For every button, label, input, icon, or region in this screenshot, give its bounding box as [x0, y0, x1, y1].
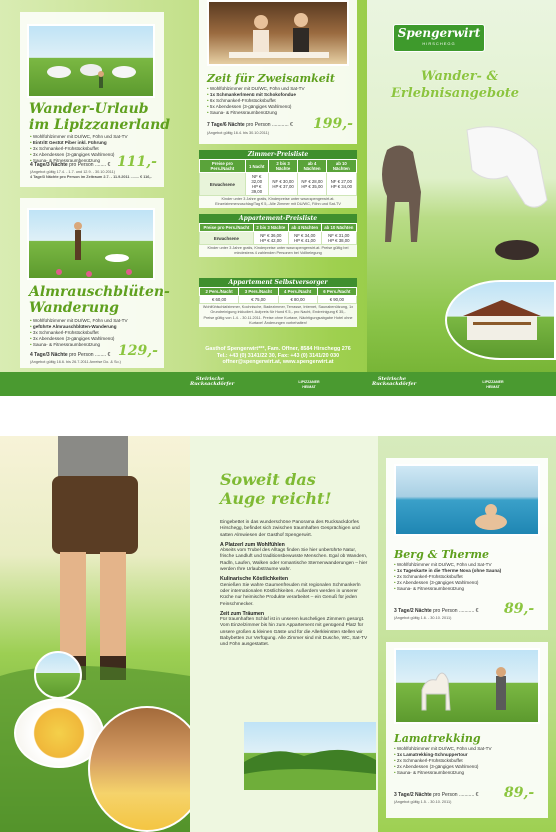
- table-price-cell: NF € 32,00 HP € 39,00: [245, 173, 268, 196]
- lipizzaner-title-line1: Wander-Urlaub: [29, 101, 149, 117]
- almrausch-title-line1: Almrauschblüten-: [29, 284, 170, 300]
- lamatrekking-feature-item: • 2x Schmankerl-Frühstücksbuffet: [394, 758, 544, 764]
- intro-section-heading: Zeit zum Träumen: [220, 610, 265, 617]
- lamatrekking-note: (Angebot gültig 1.5. - 30.10. 2011): [394, 800, 452, 804]
- zimmer-table-note: Kinder unter 3 Jahre gratis, Kinderpreise unter www.spengerwirt.at. Einzelzimmerzuschlag/Tag € 5,- Alle Zimmer mit DU/WC, Föhn und Sat-TV: [215, 197, 341, 206]
- selbstversorger-note: Wohlfühlschlafzimmer, Kochnische, Badezimmer, Terrasse, Internet, Saunabenützung, 1x Grundreinigung inkludiert. Aufpreis für Hund € 5,- pro Nacht, Endreinigung € 35,-: [202, 305, 354, 314]
- intro-section-text: Genießen Sie wahre Gaumenfreuden mit regionalen Schmankerln oder internationalen Köstlichkeiten. Außerdem werden in unserer Küche nur heimische Produkte verarbeitet – ein Genuß für jeden Feinschmecker.: [220, 582, 361, 607]
- table-header-cell: Preise pro Pers./Nacht: [200, 160, 246, 173]
- lipizzaner-per-person: pro Person ........ €: [69, 162, 111, 168]
- table-price-cell: € 75,00: [239, 296, 278, 304]
- table-header-cell: Preise pro Pers./Nacht: [200, 224, 254, 232]
- zimmer-table: [199, 159, 357, 196]
- table-price-cell: NF € 28,00 HP € 35,00: [298, 173, 326, 196]
- berg-therme-nights: 3 Tage/2 Nächte: [394, 608, 432, 614]
- appartement-table: [199, 223, 357, 245]
- lamatrekking-nights: 3 Tage/2 Nächte: [394, 792, 432, 798]
- selbstversorger-table: [199, 278, 357, 327]
- intro-panel: [198, 436, 378, 832]
- zweisamkeit-feature-item: • 6x Schmankerl-Frühstücksbuffet: [207, 98, 357, 104]
- brand-name: Spengerwirt: [397, 26, 481, 40]
- intro-title-line1: Soweit das: [220, 470, 316, 489]
- berg-therme-title: Berg & Therme: [394, 548, 489, 561]
- rucksack-badge-2: Steirische Rucksackdörfer: [372, 376, 417, 387]
- cover-title-line1: Wander- &: [421, 69, 499, 84]
- lipizzaner-photo: [27, 24, 155, 98]
- intro-title-line2: Auge reicht!: [220, 489, 332, 508]
- lipizzaner-nights: 4 Tage/3 Nächte: [30, 162, 68, 168]
- berg-therme-note: (Angebot gültig 1.6. - 30.10. 2011): [394, 616, 452, 620]
- table-header-cell: 1 Nacht: [245, 160, 268, 173]
- almrausch-feature-item: • 3x Schmankerl-Frühstücksbuffet: [30, 330, 160, 336]
- lipizzaner-feature-item: • Wohlfühlzimmer mit DU/WC, Föhn und Sat-TV: [30, 134, 160, 140]
- table-row-label: Erwachsene: [200, 232, 254, 245]
- table-header-cell: 4 Pers./Nacht: [278, 288, 317, 296]
- berg_therme-feature-item: • 2x Abendessen (3-gängiges Wahlmenü): [394, 580, 544, 586]
- selbstversorger-title: Appartement Selbstversorger: [199, 278, 357, 287]
- table-header-cell: ab 4 Nächten: [298, 160, 326, 173]
- berg-therme-offer-row: [394, 608, 478, 614]
- lamatrekking-feature-list: [394, 746, 544, 776]
- lipizzaner-title-line2: im Lipizzanerland: [29, 117, 171, 133]
- table-price-cell: NF € 36,00 HP € 42,00: [253, 232, 288, 245]
- almrausch-per-person: pro Person ........ €: [69, 352, 111, 358]
- contact-address: Gasthof Spengerwirt***, Fam. Offner, 8584 Hirschegg 276: [205, 346, 351, 352]
- table-header-cell: ab 10 Nächten: [326, 160, 356, 173]
- zweisamkeit-nights: 7 Tage/6 Nächte: [207, 122, 245, 128]
- intro-title: [220, 470, 331, 508]
- hotel-photo: [445, 280, 556, 360]
- zweisamkeit-title: Zeit für Zweisamkeit: [207, 72, 335, 85]
- footer-strip: [0, 372, 556, 396]
- intro-section-heading: A Platzerl zum Wohlfühlen: [220, 541, 285, 548]
- brand-tagline: HIRSCHEGG: [422, 41, 456, 46]
- table-header-cell: 3 Pers./Nacht: [239, 288, 278, 296]
- intro-lead: Eingebettet in das wunderschöne Panorama des Rucksackdorfes Hirschegg, befindet sich zwischen traumhaften Gesprächigen und satten Almwiesen der Gasthof Spengerwirt.: [220, 520, 360, 538]
- table-header-cell: ab 4 Nächten: [288, 224, 321, 232]
- table-price-cell: NF € 34,00 HP € 41,00: [288, 232, 321, 245]
- table-header-cell: ab 10 Nächten: [321, 224, 356, 232]
- brand-logo: [393, 24, 485, 52]
- lamatrekking-feature-item: • 1x Lamatrekking-Schnuppertour: [394, 752, 544, 758]
- lipizzaner-title: [29, 101, 170, 133]
- lama-photo: [394, 648, 540, 724]
- almrausch-feature-item: • geführte Almrauschblüten-Wanderung: [30, 324, 160, 330]
- cover-title-line2: Erlebnisangebote: [391, 86, 520, 101]
- almrausch-title: [29, 284, 170, 316]
- lipizzaner-feature-item: • Sauna- & Fitnessraumbenützung: [30, 158, 160, 164]
- cover-title: [391, 68, 519, 102]
- intro-section-text: Für traumhaften Schlaf ist in unseren kuscheligen Zimmern gesorgt. Vom Einzelzimmer bis hin zum Appartement mit genügend Platz für unsere großen & kleinen Gäste und für die Allerkleinsten stellen wir Babybetten zur Verfügung. Alle Zimmer sind mit Dusche, WC, Sat-TV und Föhn ausgestattet.: [220, 617, 368, 648]
- region-badge-2: LIPIZZANER HEIMAT: [482, 380, 504, 389]
- dining-couple-photo: [207, 0, 349, 66]
- lamatrekking-feature-item: • Wohlfühlzimmer mit DU/WC, Föhn und Sat-TV: [394, 746, 544, 752]
- region-badge-1: LIPIZZANER HEIMAT: [298, 380, 320, 389]
- berg-therme-per-person: pro Person ........... €: [433, 608, 479, 614]
- appartement-table-title: Appartement-Preisliste: [199, 214, 357, 223]
- contact-phone: Tel.: +43 (0) 3141/22 30, Fax: +43 (0) 3141/20 030: [216, 352, 340, 359]
- selbstversorger-note2: Preise gültig von 1.4. - 30.11.2011. Preise ohne Kurtaxe, Nächtigungsabgabe Hotel ohne Kurtaxe! Änderungen vorbehalten!: [203, 316, 353, 325]
- cover-panel: [367, 0, 556, 396]
- lamatrekking-feature-item: • Sauna- & Fitnessraumbenützung: [394, 770, 544, 776]
- almrausch-feature-item: • Sauna- & Fitnessraumbenützung: [30, 342, 160, 348]
- table-price-cell: € 90,00: [317, 296, 356, 304]
- lipizzaner-note1: (Angebot gültig 17.4. - 1.7. und 12.9. - 30.10.2011): [30, 170, 115, 174]
- lipizzaner-feature-item: • Eintritt Gestüt Piber inkl. Führung: [30, 140, 160, 146]
- zweisamkeit-feature-item: • Sauna- & Fitnessraumbenützung: [207, 110, 357, 116]
- intro-text: [220, 520, 370, 649]
- child-photo: [34, 651, 82, 699]
- brochure-inner-sheet: [0, 436, 556, 832]
- contact-email-web: offner@spengerwirt.at, www.spengerwirt.at: [222, 359, 334, 366]
- table-price-cell: € 80,00: [278, 296, 317, 304]
- lamatrekking-per-person: pro Person ........... €: [433, 792, 479, 798]
- zweisamkeit-per-person: pro Person ............ €: [246, 122, 293, 128]
- zimmer-table-title: Zimmer-Preisliste: [199, 150, 357, 159]
- selbstversorger-grid: [199, 287, 357, 304]
- intro-section-heading: Kulinarische Köstlichkeiten: [220, 576, 289, 583]
- left-panel: [0, 0, 184, 396]
- appartement-price-table: [199, 214, 357, 257]
- zweisamkeit-note: (Angebot gültig 16.4. bis 30.10.2011): [207, 131, 269, 135]
- intro-section-text: Abseits vom Trubel des Alltags finden Sie hier unberührte Natur, frische Landluft und traditionsbewusste Menschen. Egal ob Wandern, Radln, Laufen, Walken oder romantische Sternenwanderungen – hier werden Ihre Urlaubsträume wahr.: [220, 548, 368, 573]
- table-header-cell: 6 Pers./Nacht: [317, 288, 356, 296]
- almrausch-feature-item: • 3x Abendessen (3-gängiges Wahlmenü): [30, 336, 160, 342]
- berg-therme-feature-list: [394, 562, 544, 592]
- lipizzaner-note2: 4 Tage/3 Nächte pro Person im Zeitraum 2.7. - 11.9.2011 ........ € 116,-: [30, 175, 152, 179]
- zweisamkeit-feature-item: • Wohlfühlzimmer mit DU/WC, Föhn und Sat-TV: [207, 86, 357, 92]
- lamatrekking-feature-item: • 2x Abendessen (3-gängiges Wahlmenü): [394, 764, 544, 770]
- zweisamkeit-feature-item: • 1x Schmankerlmenü mit Schokofondue: [207, 92, 357, 98]
- zweisamkeit-feature-list: [207, 86, 357, 116]
- table-price-cell: NF € 27,00 HP € 34,00: [326, 173, 356, 196]
- almrausch-feature-item: • Wohlfühlzimmer mit DU/WC, Föhn und Sat-TV: [30, 318, 160, 324]
- right-offers-panel: [378, 436, 556, 832]
- lamatrekking-offer-row: [394, 792, 478, 798]
- berg_therme-feature-item: • 2x Schmankerl-Frühstücksbuffet: [394, 574, 544, 580]
- table-row-label: Erwachsene: [200, 173, 246, 196]
- almrausch-note: (Angebot gültig 16.6. bis 26.7.2011 Anreise Do. & So.): [30, 360, 121, 364]
- berg_therme-feature-item: • Wohlfühlzimmer mit DU/WC, Föhn und Sat-TV: [394, 562, 544, 568]
- landscape-photo: [244, 722, 376, 790]
- middle-panel: [185, 0, 367, 396]
- almrausch-title-line2: Wanderung: [29, 300, 119, 316]
- hiker-panel: [0, 436, 190, 832]
- lipizzaner-price: 111,-: [117, 154, 157, 170]
- almrausch-photo: [27, 208, 155, 280]
- lamatrekking-price: 89,-: [504, 785, 535, 801]
- zweisamkeit-feature-item: • 5x Abendessen (3-gängiges Wahlmenü): [207, 104, 357, 110]
- contact-block: [199, 346, 357, 366]
- almrausch-nights: 4 Tage/3 Nächte: [30, 352, 68, 358]
- rucksack-badge-1: Steirische Rucksackdörfer: [190, 376, 235, 387]
- lipizzaner-feature-item: • 3x Abendessen (3-gängiges Wahlmenü): [30, 152, 160, 158]
- table-price-cell: NF € 30,00 HP € 37,00: [268, 173, 298, 196]
- table-price-cell: NF € 31,00 HP € 38,00: [321, 232, 356, 245]
- table-header-cell: 2 bis 3 Nächte: [268, 160, 298, 173]
- lamatrekking-title: Lamatrekking: [394, 732, 481, 745]
- zweisamkeit-price: 199,-: [313, 116, 353, 132]
- zimmer-price-table: [199, 150, 357, 208]
- table-header-cell: 2 bis 3 Nächte: [253, 224, 288, 232]
- zweisamkeit-offer-row: [207, 122, 293, 128]
- intro-sections: [220, 542, 370, 649]
- berg-therme-price: 89,-: [504, 601, 535, 617]
- appartement-table-note: Kinder unter 3 Jahre gratis, Kinderpreise unter www.spengerwirt.at. Preise gültig bei mindestens 4 zahlenden Personen bei Vollbelegung: [207, 246, 349, 255]
- almrausch-price: 129,-: [118, 343, 158, 359]
- table-price-cell: € 60,00: [200, 296, 239, 304]
- lipizzaner-feature-item: • 3x Schmankerl-Frühstücksbuffet: [30, 146, 160, 152]
- brochure-outer-sheet: [0, 0, 556, 396]
- table-header-cell: 2 Pers./Nacht: [200, 288, 239, 296]
- lipizzaner-notes: [30, 170, 162, 180]
- pool-photo: [394, 464, 540, 536]
- berg_therme-feature-item: • Sauna- & Fitnessraumbenützung: [394, 586, 544, 592]
- berg_therme-feature-item: • 1x Tageskarte in die Therme Nova (ohne Sauna): [394, 568, 544, 574]
